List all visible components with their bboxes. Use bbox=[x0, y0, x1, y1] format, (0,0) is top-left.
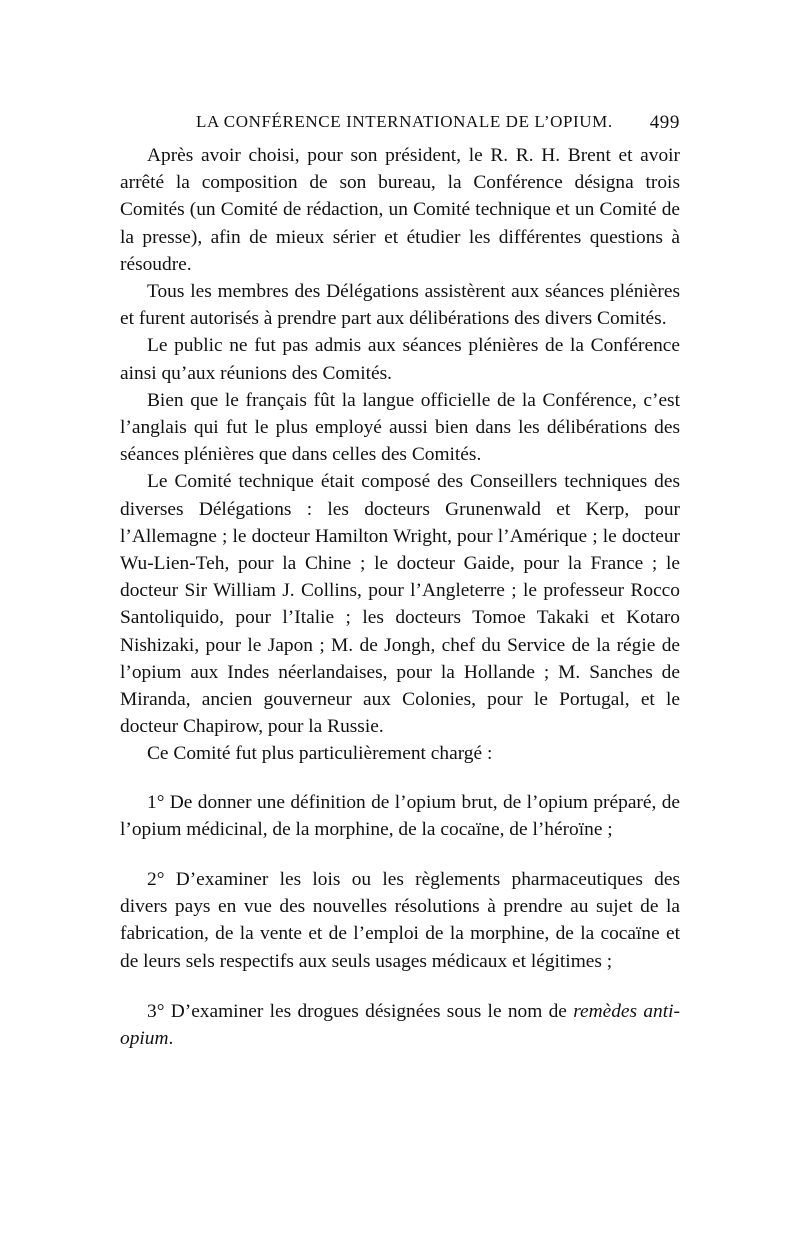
item-3-end: . bbox=[168, 1028, 174, 1050]
paragraph-committees: Après avoir choisi, pour son président, le R. R. H. Brent et avoir arrêté la composition de son bureau, la Conférence désigna trois Comités (un Comité de rédaction, un Comité technique et un Comité de la presse), afin de mieux sérier et étudier les différentes questions à résoudre. bbox=[120, 145, 680, 275]
item-3-italic-term: remèdes anti-opium bbox=[120, 1000, 680, 1050]
running-head bbox=[120, 112, 680, 142]
paragraph-public: Le public ne fut pas admis aux séances plénières de la Conférence ainsi qu’aux réunions des Comités. bbox=[120, 335, 680, 384]
page-number: 499 bbox=[649, 112, 680, 133]
running-title: LA CONFÉRENCE INTERNATIONALE DE L’OPIUM. bbox=[196, 112, 613, 131]
body-text bbox=[120, 142, 680, 1052]
list-item bbox=[120, 998, 680, 1052]
paragraph-technical-committee: Le Comité technique était composé des Conseillers techniques des diverses Délégations : les docteurs Grunenwald et Kerp, pour l’Allemagne ; le docteur Hamilton Wright, pour l’Amérique ; le docteur Wu-Lien-Teh, pour la Chine ; le docteur Gaide, pour la France ; le docteur Sir William J. Collins, pour l’Angleterre ; le professeur Rocco Santoliquido, pour l’Italie ; les docteurs Tomoe Takaki et Kotaro Nishizaki, pour le Japon ; M. de Jongh, chef du Service de la régie de l’opium aux Indes néerlandaises, pour la Hollande ; M. Sanches de Miranda, ancien gouverneur aux Colonies, pour le Portugal, et le docteur Chapirow, pour la Russie. bbox=[120, 471, 680, 738]
item-3-text: 3° D’examiner les drogues désignées sous le nom de bbox=[147, 1000, 574, 1022]
paragraph-charged: Ce Comité fut plus particulièrement chargé : bbox=[147, 743, 493, 765]
book-page bbox=[120, 112, 680, 1052]
list-item: 1° De donner une définition de l’opium brut, de l’opium préparé, de l’opium médicinal, de la morphine, de la cocaïne, de l’héroïne ; bbox=[120, 791, 680, 840]
paragraph-delegations: Tous les membres des Délégations assistèrent aux séances plénières et furent autorisés à prendre part aux délibérations des divers Comités. bbox=[120, 281, 680, 330]
list-item: 2° D’examiner les lois ou les règlements pharmaceutiques des divers pays en vue des nouvelles résolutions à prendre au sujet de la fabrication, de la vente et de l’emploi de la morphine, de la cocaïne et de leurs sels respectifs aux seuls usages médicaux et légitimes ; bbox=[120, 869, 680, 972]
paragraph-language: Bien que le français fût la langue officielle de la Conférence, c’est l’anglais qui fut le plus employé aussi bien dans les délibérations des séances plénières que dans celles des Comités. bbox=[120, 389, 680, 466]
